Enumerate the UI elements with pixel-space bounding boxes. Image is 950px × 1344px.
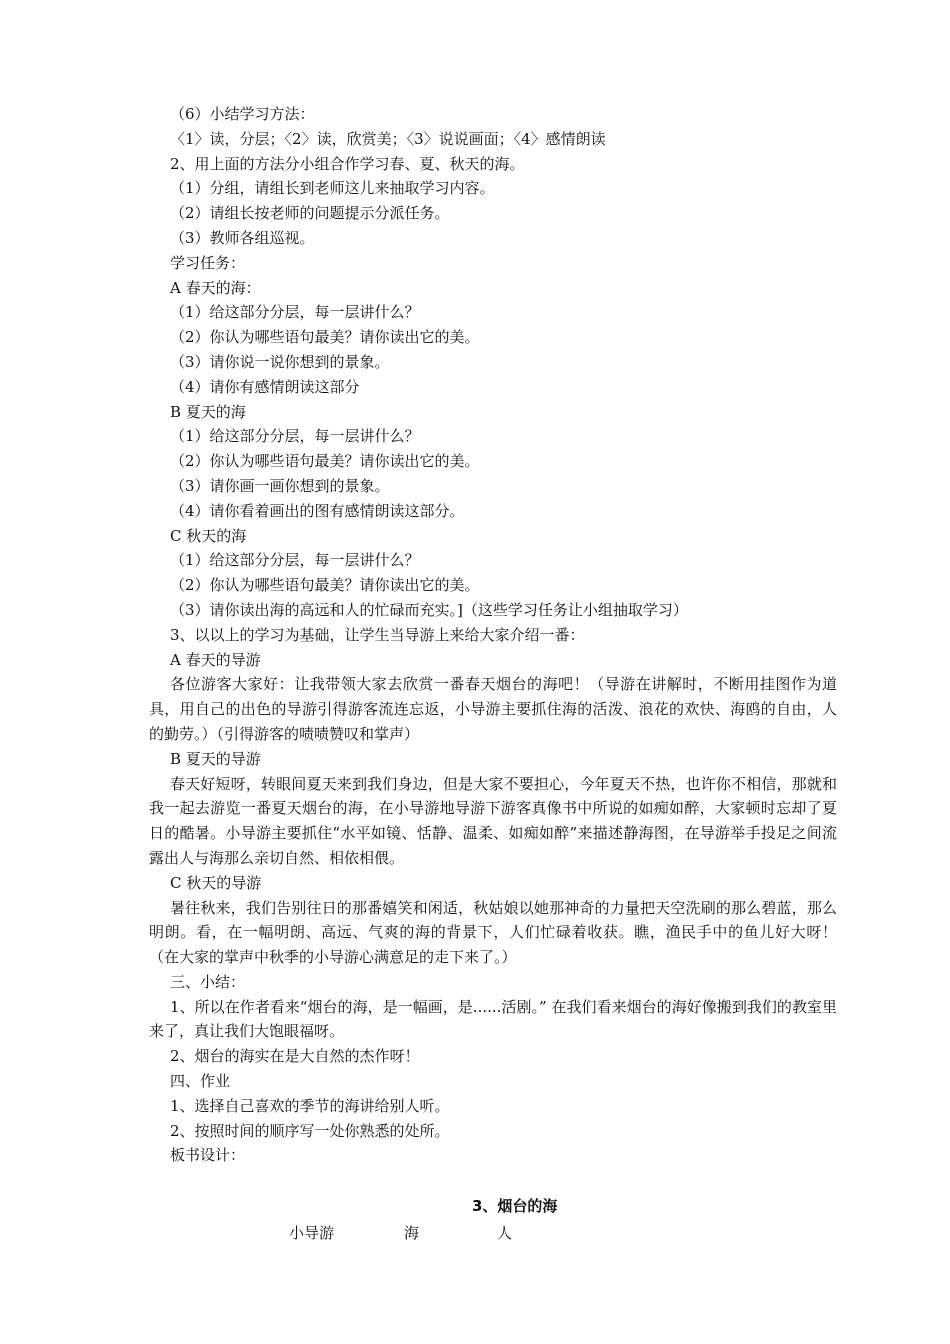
text-line: A 春天的导游 bbox=[170, 650, 261, 669]
text-line: 2、烟台的海实在是大自然的杰作呀！ bbox=[170, 1047, 420, 1066]
text-line: （2）你认为哪些语句最美？请你读出它的美。 bbox=[170, 328, 480, 347]
board-col-guide: 小导游 bbox=[289, 1224, 335, 1242]
text-line: （4）请你看着画出的图有感情朗读这部分。 bbox=[170, 501, 465, 520]
heading-autumn-guide: C 秋天的导游 bbox=[170, 873, 262, 892]
text-line: C 秋天的海 bbox=[170, 526, 247, 545]
text-line: （1）给这部分分层，每一层讲什么？ bbox=[170, 303, 420, 322]
text-line: （6）小结学习方法： bbox=[170, 105, 315, 123]
text-line: 2、用上面的方法分小组合作学习春、夏、秋天的海。 bbox=[170, 154, 525, 173]
document-body bbox=[149, 102, 859, 1168]
text-line: 学习任务： bbox=[170, 253, 246, 272]
text-line: A 春天的海： bbox=[170, 278, 261, 297]
text-line: （2）你认为哪些语句最美？请你读出它的美。 bbox=[170, 576, 480, 595]
text-line: 板书设计： bbox=[170, 1146, 246, 1165]
text-line: （3）教师各组巡视。 bbox=[170, 228, 315, 247]
lines-block-d bbox=[149, 1044, 859, 1168]
text-line: 1、选择自己喜欢的季节的海讲给别人听。 bbox=[170, 1096, 450, 1115]
board-col-sea: 海 bbox=[404, 1224, 420, 1242]
paragraph-summer-guide: 春天好短呀，转眼间夏天来到我们身边，但是大家不要担心，今年夏天不热，也许你不相信，那就和我一起去游览一番夏天烟台的海，在小导游地导游下游客真像书中所说的如痴如醉，大家顿时忘却了夏日的酷暑。小导游主要抓住“水平如镜、恬静、温柔、如痴如醉”来描述静海图，在导游举手投足之间流露出人与海那么亲切自然、相依相偎。 bbox=[149, 774, 837, 867]
paragraph-summary-1: 1、所以在作者看来“烟台的海，是一幅画，是......活剧。” 在我们看来烟台的海好像搬到我们的教室里来了，真让我们大饱眼福呀。 bbox=[149, 997, 837, 1041]
text-line: （1）给这部分分层，每一层讲什么？ bbox=[170, 427, 420, 446]
board-title: 3、烟台的海 bbox=[472, 1197, 558, 1215]
text-line: （1）给这部分分层，每一层讲什么？ bbox=[170, 551, 420, 570]
text-line: B 夏天的海 bbox=[170, 402, 246, 421]
text-line: 四、作业 bbox=[170, 1072, 231, 1091]
text-line: 3、以以上的学习为基础，让学生当导游上来给大家介绍一番： bbox=[170, 625, 585, 644]
text-line: 2、按照时间的顺序写一处你熟悉的处所。 bbox=[170, 1121, 450, 1140]
lines-block-a bbox=[149, 102, 859, 672]
paragraph-autumn-guide: 暑往秋来，我们告别往日的那番嬉笑和闲适，秋姑娘以她那神奇的力量把天空洗刷的那么碧蓝，那么明朗。看，在一幅明朗、高远、气爽的海的背景下，人们忙碌着收获。瞧，渔民手中的鱼儿好大呀！（在大家的掌声中秋季的小导游心满意足的走下来了。） bbox=[149, 898, 837, 967]
heading-summary: 三、小结： bbox=[170, 972, 246, 991]
paragraph-spring-guide: 各位游客大家好：让我带领大家去欣赏一番春天烟台的海吧！（导游在讲解时，不断用挂图作为道具，用自己的出色的导游引得游客流连忘返，小导游主要抓住海的活泼、浪花的欢快、海鸥的自由，人的勤劳。）（引得游客的啧啧赞叹和掌声） bbox=[149, 675, 837, 743]
text-line: （3）请你说一说你想到的景象。 bbox=[170, 352, 390, 371]
text-line: （4）请你有感情朗读这部分 bbox=[170, 377, 360, 396]
heading-summer-guide: B 夏天的导游 bbox=[170, 749, 261, 768]
board-col-people: 人 bbox=[497, 1224, 513, 1242]
text-line: （3）请你读出海的高远和人的忙碌而充实。]（这些学习任务让小组抽取学习） bbox=[170, 600, 688, 619]
text-line: （2）你认为哪些语句最美？请你读出它的美。 bbox=[170, 452, 480, 471]
text-line: （3）请你画一画你想到的景象。 bbox=[170, 476, 390, 495]
text-line: （2）请组长按老师的问题提示分派任务。 bbox=[170, 204, 450, 223]
text-line: 〈1〉读，分层；〈2〉读，欣赏美；〈3〉说说画面；〈4〉感情朗读 bbox=[170, 129, 606, 148]
text-line: （1）分组，请组长到老师这儿来抽取学习内容。 bbox=[170, 179, 495, 198]
